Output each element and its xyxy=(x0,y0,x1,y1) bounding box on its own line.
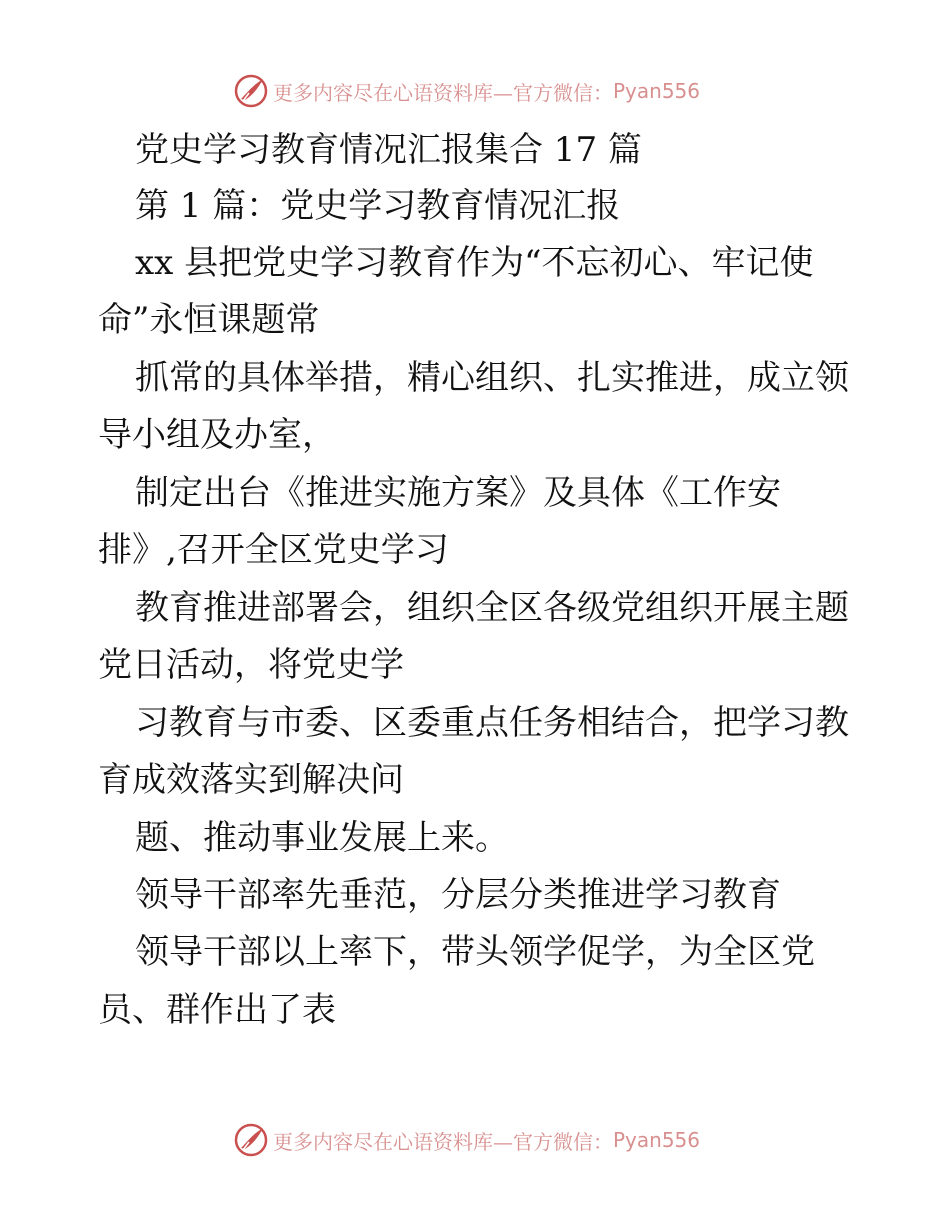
paragraph-line: 教育推进部署会，组织全区各级党组织开展主题 xyxy=(135,588,849,628)
banner-text: 更多内容尽在心语资料库—官方微信： xyxy=(273,80,613,105)
paragraph-line: 抓常的具体举措，精心组织、扎实推进，成立领 xyxy=(135,358,849,398)
paragraph-line: xx 县把党史学习教育作为“不忘初心、牢记使 xyxy=(135,243,814,283)
quill-logo-icon xyxy=(233,73,269,109)
section-heading: 第 1 篇：党史学习教育情况汇报 xyxy=(135,186,621,226)
paragraph-line: 命”永恒课题常 xyxy=(98,300,320,340)
paragraph-line: 党日活动，将党史学 xyxy=(98,645,404,685)
paragraph-line: 制定出台《推进实施方案》及具体《工作安 xyxy=(135,473,781,513)
paragraph-line: 领导干部率先垂范，分层分类推进学习教育 xyxy=(135,875,781,915)
banner-text: 更多内容尽在心语资料库—官方微信： xyxy=(273,1129,613,1154)
paragraph-line: 育成效落实到解决问 xyxy=(98,760,404,800)
document-title: 党史学习教育情况汇报集合 17 篇 xyxy=(135,130,642,170)
banner-wechat-id: Pyan556 xyxy=(613,79,701,103)
paragraph-line: 员、群作出了表 xyxy=(98,990,336,1030)
paragraph-line: 导小组及办室， xyxy=(98,415,336,455)
quill-logo-icon xyxy=(233,1122,269,1158)
paragraph-line: 习教育与市委、区委重点任务相结合，把学习教 xyxy=(135,703,849,743)
header-watermark-banner xyxy=(233,73,700,109)
footer-watermark-banner xyxy=(233,1122,700,1158)
banner-wechat-id: Pyan556 xyxy=(613,1128,701,1152)
paragraph-line: 题、推动事业发展上来。 xyxy=(135,818,509,858)
paragraph-line: 排》,召开全区党史学习 xyxy=(98,530,449,570)
paragraph-line: 领导干部以上率下，带头领学促学，为全区党 xyxy=(135,932,815,972)
